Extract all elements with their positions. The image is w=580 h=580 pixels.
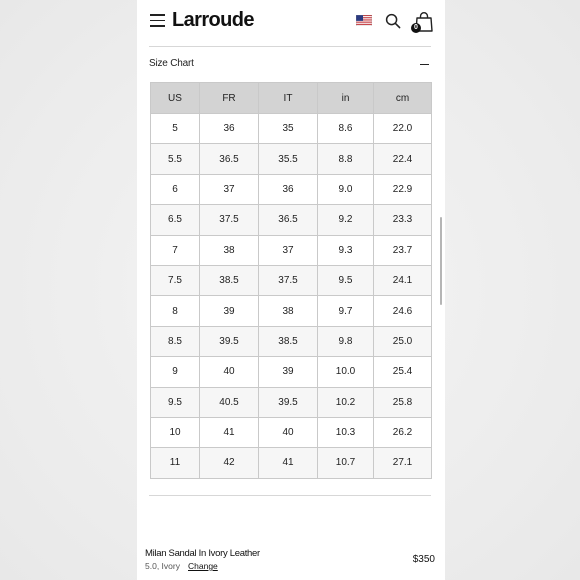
table-cell-in: 10.2 <box>318 387 374 417</box>
table-cell-fr: 38.5 <box>200 265 259 295</box>
table-cell-fr: 40 <box>200 357 259 387</box>
column-header-it: IT <box>259 83 318 114</box>
divider <box>149 46 431 47</box>
table-cell-in: 9.8 <box>318 326 374 356</box>
table-row <box>151 114 432 144</box>
table-cell-fr: 42 <box>200 448 259 478</box>
table-cell-fr: 40.5 <box>200 387 259 417</box>
table-cell-it: 39 <box>259 357 318 387</box>
table-cell-it: 38.5 <box>259 326 318 356</box>
table-cell-cm: 26.2 <box>374 417 432 447</box>
column-header-cm: cm <box>374 83 432 114</box>
table-cell-us: 9.5 <box>151 387 200 417</box>
table-cell-us: 5.5 <box>151 144 200 174</box>
table-row <box>151 174 432 204</box>
table-cell-in: 10.0 <box>318 357 374 387</box>
table-cell-us: 8.5 <box>151 326 200 356</box>
mobile-screen <box>137 0 445 580</box>
size-table-body <box>151 114 432 479</box>
table-row <box>151 144 432 174</box>
cart-count-badge: 0 <box>411 23 421 33</box>
table-cell-us: 11 <box>151 448 200 478</box>
table-cell-cm: 24.1 <box>374 265 432 295</box>
column-header-us: US <box>151 83 200 114</box>
table-cell-in: 8.8 <box>318 144 374 174</box>
table-row <box>151 326 432 356</box>
table-cell-cm: 27.1 <box>374 448 432 478</box>
table-cell-fr: 36.5 <box>200 144 259 174</box>
table-cell-us: 7 <box>151 235 200 265</box>
column-header-in: in <box>318 83 374 114</box>
table-cell-it: 36 <box>259 174 318 204</box>
table-cell-us: 6.5 <box>151 205 200 235</box>
search-icon[interactable] <box>385 13 401 29</box>
table-cell-it: 36.5 <box>259 205 318 235</box>
table-row <box>151 387 432 417</box>
scrollbar-thumb[interactable] <box>440 217 442 305</box>
table-row <box>151 205 432 235</box>
table-cell-fr: 37 <box>200 174 259 204</box>
table-cell-in: 9.5 <box>318 265 374 295</box>
table-cell-in: 9.7 <box>318 296 374 326</box>
size-chart-accordion-toggle[interactable] <box>149 54 431 74</box>
table-cell-us: 8 <box>151 296 200 326</box>
table-cell-it: 35.5 <box>259 144 318 174</box>
site-header <box>137 0 445 44</box>
table-cell-us: 7.5 <box>151 265 200 295</box>
table-row <box>151 296 432 326</box>
column-header-fr: FR <box>200 83 259 114</box>
table-cell-fr: 38 <box>200 235 259 265</box>
table-cell-fr: 37.5 <box>200 205 259 235</box>
size-chart-table <box>150 82 432 479</box>
table-cell-it: 35 <box>259 114 318 144</box>
table-cell-it: 38 <box>259 296 318 326</box>
table-cell-in: 10.3 <box>318 417 374 447</box>
table-cell-in: 9.3 <box>318 235 374 265</box>
table-row <box>151 265 432 295</box>
table-cell-fr: 39 <box>200 296 259 326</box>
table-cell-in: 8.6 <box>318 114 374 144</box>
hamburger-menu-icon[interactable] <box>150 14 165 27</box>
table-row <box>151 235 432 265</box>
brand-logo[interactable]: Larroude <box>172 9 254 31</box>
table-cell-in: 10.7 <box>318 448 374 478</box>
us-flag-icon[interactable] <box>356 15 372 26</box>
size-chart-label: Size Chart <box>149 58 194 69</box>
table-cell-it: 40 <box>259 417 318 447</box>
table-cell-cm: 22.0 <box>374 114 432 144</box>
product-name: Milan Sandal In Ivory Leather <box>145 548 260 559</box>
table-cell-it: 39.5 <box>259 387 318 417</box>
table-cell-it: 41 <box>259 448 318 478</box>
table-cell-in: 9.2 <box>318 205 374 235</box>
table-cell-in: 9.0 <box>318 174 374 204</box>
table-cell-cm: 24.6 <box>374 296 432 326</box>
size-table-header-row <box>151 83 432 114</box>
table-row <box>151 417 432 447</box>
product-price: $350 <box>412 554 435 565</box>
table-cell-us: 6 <box>151 174 200 204</box>
table-cell-us: 9 <box>151 357 200 387</box>
table-cell-fr: 41 <box>200 417 259 447</box>
table-cell-it: 37 <box>259 235 318 265</box>
product-variant: 5.0, Ivory <box>145 561 180 571</box>
table-cell-cm: 22.9 <box>374 174 432 204</box>
table-row <box>151 448 432 478</box>
table-cell-fr: 39.5 <box>200 326 259 356</box>
table-cell-cm: 22.4 <box>374 144 432 174</box>
table-cell-cm: 23.3 <box>374 205 432 235</box>
divider <box>149 495 431 496</box>
table-cell-cm: 23.7 <box>374 235 432 265</box>
table-cell-us: 10 <box>151 417 200 447</box>
table-cell-us: 5 <box>151 114 200 144</box>
table-cell-cm: 25.8 <box>374 387 432 417</box>
table-cell-it: 37.5 <box>259 265 318 295</box>
collapse-minus-icon[interactable] <box>420 64 429 65</box>
table-cell-cm: 25.4 <box>374 357 432 387</box>
table-row <box>151 357 432 387</box>
table-cell-fr: 36 <box>200 114 259 144</box>
table-cell-cm: 25.0 <box>374 326 432 356</box>
change-variant-link[interactable]: Change <box>188 561 218 571</box>
